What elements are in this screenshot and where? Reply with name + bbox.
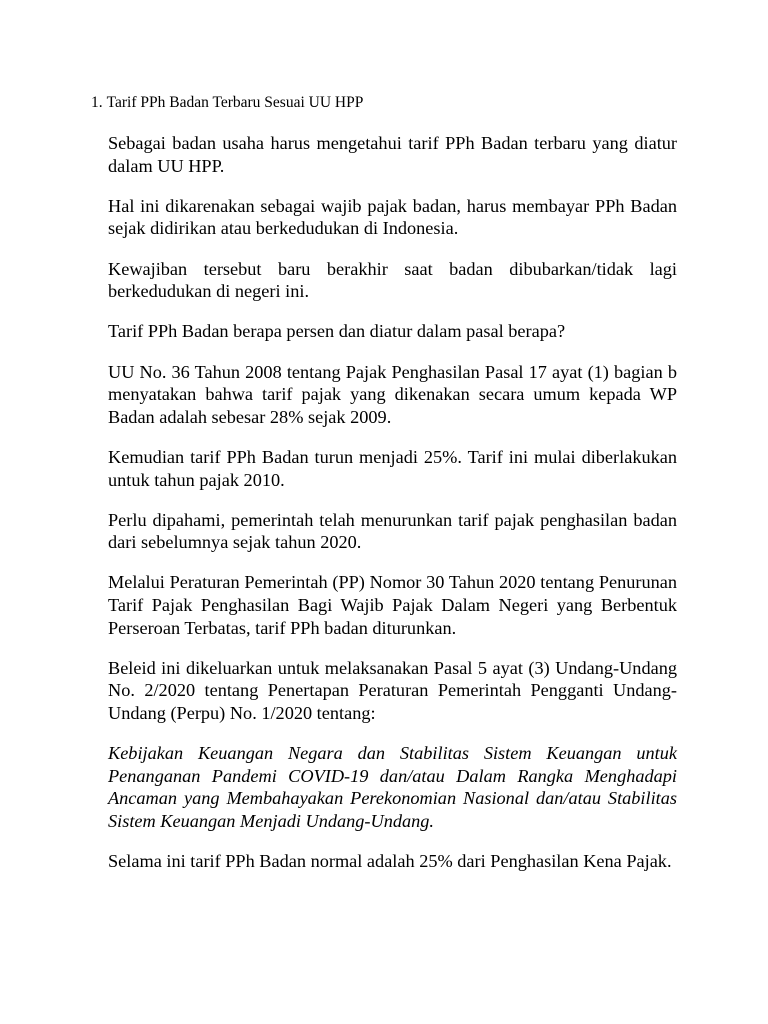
section-body bbox=[108, 132, 677, 890]
paragraph-obligation: Hal ini dikarenakan sebagai wajib pajak badan, harus membayar PPh Badan sejak didirikan atau berkedudukan di Indonesia. bbox=[108, 195, 677, 239]
paragraph-rate-reduction: Perlu dipahami, pemerintah telah menurunkan tarif pajak penghasilan badan dari sebelumnya sejak tahun 2020. bbox=[108, 509, 677, 553]
section-heading bbox=[91, 93, 363, 113]
paragraph-pp-30-2020: Melalui Peraturan Pemerintah (PP) Nomor 30 Tahun 2020 tentang Penurunan Tarif Pajak Penghasilan Bagi Wajib Pajak Dalam Negeri yang Berbentuk Perseroan Terbatas, tarif PPh badan diturunkan. bbox=[108, 572, 677, 638]
paragraph-uu-36-2008: UU No. 36 Tahun 2008 tentang Pajak Penghasilan Pasal 17 ayat (1) bagian b menyatakan bahwa tarif pajak yang dikenakan secara umum kepada WP Badan adalah sebesar 28% sejak 2009. bbox=[108, 361, 677, 427]
paragraph-normal-rate: Selama ini tarif PPh Badan normal adalah 25% dari Penghasilan Kena Pajak. bbox=[108, 851, 672, 872]
paragraph-rate-25: Kemudian tarif PPh Badan turun menjadi 25%. Tarif ini mulai diberlakukan untuk tahun pajak 2010. bbox=[108, 446, 677, 490]
paragraph-obligation-end: Kewajiban tersebut baru berakhir saat badan dibubarkan/tidak lagi berkedudukan di negeri ini. bbox=[108, 258, 677, 302]
section-number: 1. bbox=[91, 94, 103, 111]
paragraph-beleid: Beleid ini dikeluarkan untuk melaksanakan Pasal 5 ayat (3) Undang-Undang No. 2/2020 tentang Penertapan Peraturan Pemerintah Pengganti Undang-Undang (Perpu) No. 1/2020 tentang: bbox=[108, 657, 677, 724]
section-title: Tarif PPh Badan Terbaru Sesuai UU HPP bbox=[106, 94, 364, 111]
paragraph-italic-title: Kebijakan Keuangan Negara dan Stabilitas Sistem Keuangan untuk Penanganan Pandemi COVID-19 dan/atau Dalam Rangka Menghadapi Ancaman yang Membahayakan Perekonomian Nasional dan/atau Stabilitas Sistem Keuangan Menjadi Undang-Undang. bbox=[108, 743, 677, 831]
paragraph-intro: Sebagai badan usaha harus mengetahui tarif PPh Badan terbaru yang diatur dalam UU HPP. bbox=[108, 133, 677, 176]
paragraph-question: Tarif PPh Badan berapa persen dan diatur dalam pasal berapa? bbox=[108, 321, 566, 342]
